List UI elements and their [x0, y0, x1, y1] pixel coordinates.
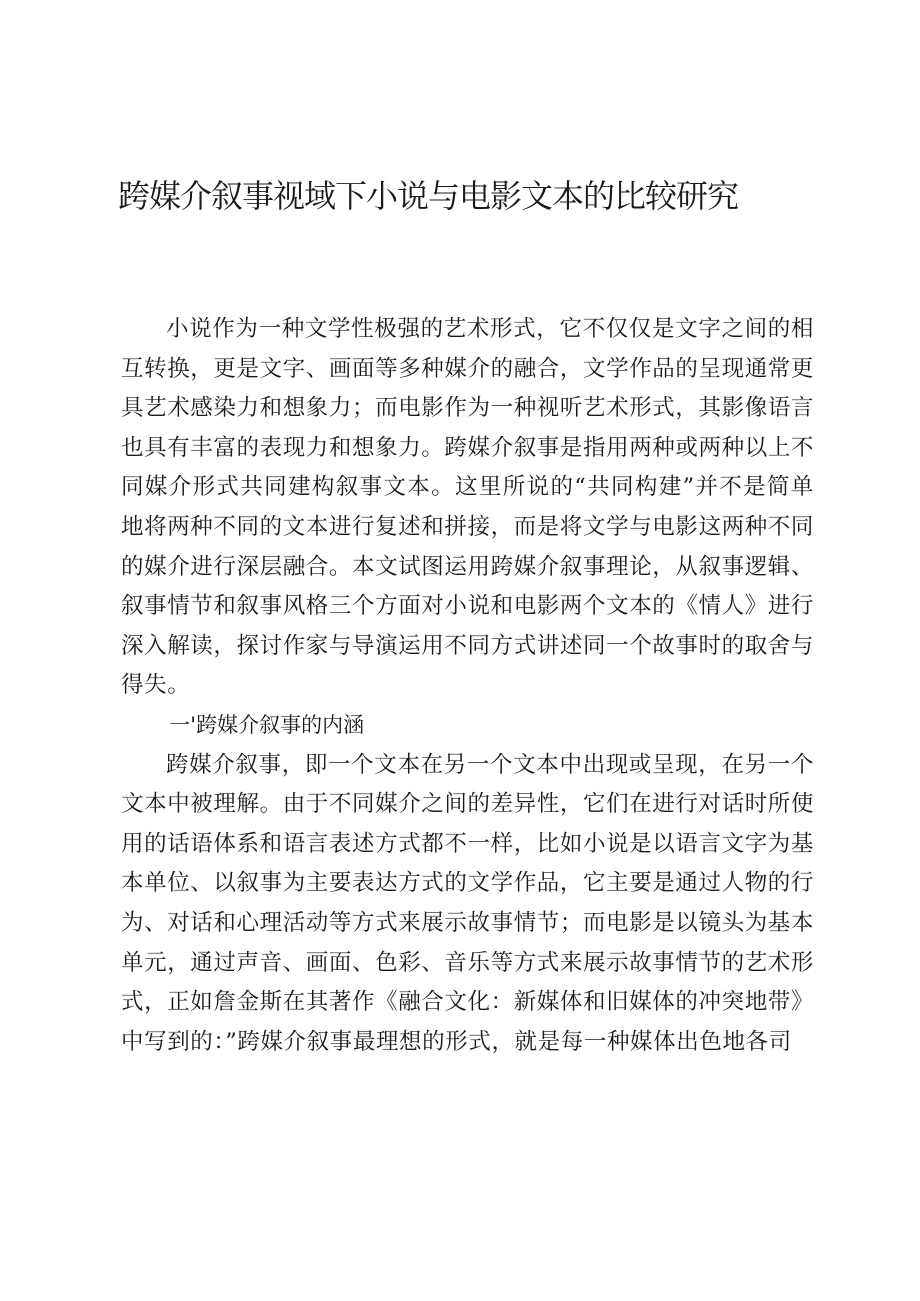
- section-paragraph: 跨媒介叙事，即一个文本在另一个文本中出现或呈现，在另一个文本中被理解。由于不同媒介之间的差异性，它们在进行对话时所使用的话语体系和语言表述方式都不一样，比如小说是以语言文字为基本单位、以叙事为主要表达方式的文学作品，它主要是通过人物的行为、对话和心理活动等方式来展示故事情节；而电影是以镜头为基本单元，通过声音、画面、色彩、音乐等方式来展示故事情节的艺术形式，正如詹金斯在其著作《融合文化：新媒体和旧媒体的冲突地带》中写到的：”跨媒介叙事最理想的形式，就是每一种媒体出色地各司: [121, 751, 815, 1055]
- document-title: 跨媒介叙事视域下小说与电影文本的比较研究: [118, 177, 739, 215]
- section-heading: 一'跨媒介叙事的内涵: [169, 712, 365, 737]
- document-body: [121, 310, 814, 1062]
- intro-paragraph: 小说作为一种文学性极强的艺术形式，它不仅仅是文字之间的相互转换，更是文字、画面等多种媒介的融合，文学作品的呈现通常更具艺术感染力和想象力；而电影作为一种视听艺术形式，其影像语言也具有丰富的表现力和想象力。跨媒介叙事是指用两种或两种以上不同媒介形式共同建构叙事文本。这里所说的“共同构建”并不是简单地将两种不同的文本进行复述和拼接，而是将文学与电影这两种不同的媒介进行深层融合。本文试图运用跨媒介叙事理论，从叙事逻辑、叙事情节和叙事风格三个方面对小说和电影两个文本的《情人》进行深入解读，探讨作家与导演运用不同方式讲述同一个故事时的取舍与得失。: [121, 316, 815, 699]
